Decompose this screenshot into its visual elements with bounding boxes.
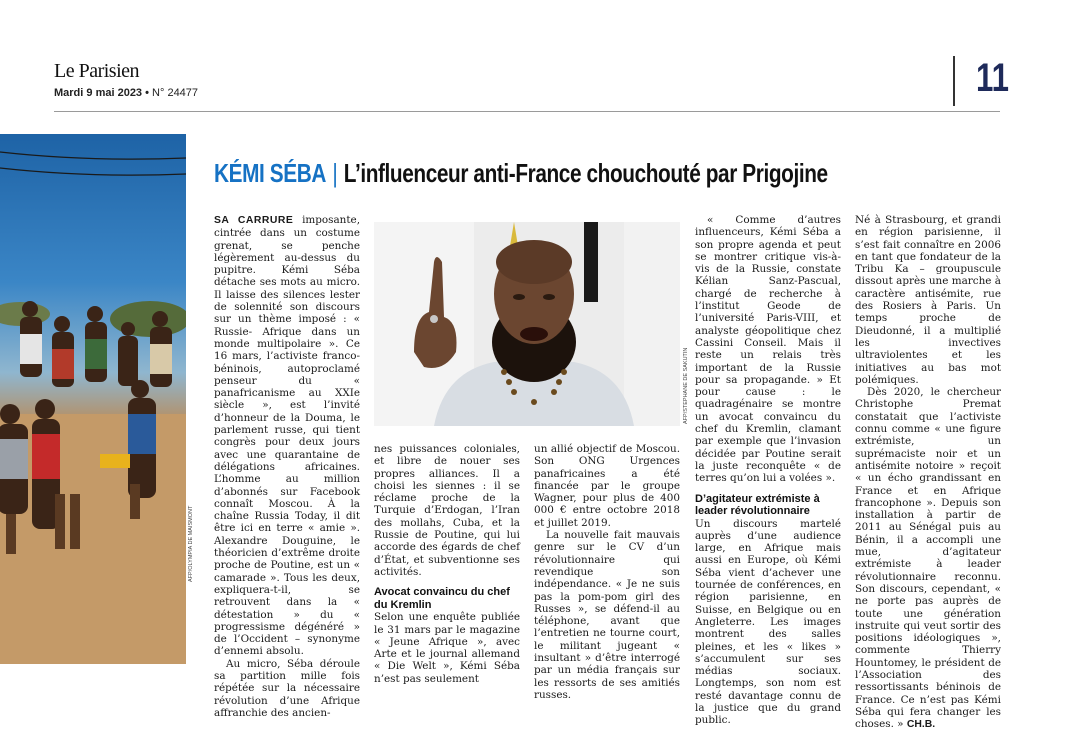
headline-name: KÉMI SÉBA <box>214 158 326 188</box>
newspaper-logo: Le Parisien <box>54 60 140 82</box>
kemi-seba-portrait <box>374 222 680 426</box>
headline-title: L’influenceur anti-France chouchouté par Prigojine <box>343 158 828 188</box>
paragraph <box>214 214 360 658</box>
paragraph: Un discours martelé auprès d’une audience large, en Afrique mais aussi en Europe, où Kémi Séba vient d’achever une tournée de conférences, en région parisienne, en Suisse, en Belgique ou en Angleterre. Les images montrent des salles pleines, et les « likes » s’accumulent sur ses médias sociaux. Longtemps, son nom est resté davantage connu de la justice que du grand public. <box>695 517 841 727</box>
paragraph: Selon une enquête publiée le 31 mars par le magazine « Jeune Afrique », avec Arte et le journal allemand « Die Welt », Kémi Séba n’est pas seulement <box>374 611 520 685</box>
article-column-3 <box>534 443 680 701</box>
article-column-5 <box>855 214 1001 731</box>
subheading: Avocat convaincu du chef du Kremlin <box>374 586 510 611</box>
paragraph: Né à Strasbourg, et grandi en région parisienne, il s’est fait connaître en 2006 en tant que fondateur de la Tribu Ka – groupuscule dissout après une marche à caractère antisémite, rue des Rosiers à Paris. Un temps proche de Dieudonné, il a multiplié les invectives ultraviolentes et les initiatives au bas mot polémiques. <box>855 214 1001 386</box>
issue-date: Mardi 9 mai 2023 <box>54 87 143 99</box>
crowd-photo <box>0 134 186 664</box>
paragraph: La nouvelle fait mauvais genre sur le CV d’un révolutionnaire qui revendique son indépendance. « Je ne suis pas la pom-pom girl des Russes », se défend-il au téléphone, avant que l’entretien ne tourne court, le militant jugeant « insultant » d’être interrogé par un média français sur les ressorts de ses amitiés russes. <box>534 529 680 701</box>
header-rule <box>54 111 1000 112</box>
paragraph: un allié objectif de Moscou. Son ONG Urgences panafricaines a été financée par le groupe Wagner, pour plus de 400 000 € entre octobre 2018 et juillet 2019. <box>534 443 680 529</box>
paragraph-text: Dès 2020, le chercheur Christophe Premat constatait que l’activiste connu comme « une figure extrémiste, un suprémaciste noir et un antisémite notoire » reçoit « un écho grandissant en France et en Afrique francophone ». Depuis son installation à partir de 2011 au Sénégal puis au Bénin, il a accompli une mue, d’agitateur extrémiste à leader révolutionnaire reconnu. Son discours, cependant, « ne porte pas auprès de toute une génération instruite qui veut sortir des positions idéologiques », commente Thierry Hountomey, le président de l’Association des ressortissants béninois de France. Ce n’est pas Kémi Séba qui fera changer les choses. » <box>855 386 1001 731</box>
issue-number: N° 24477 <box>152 87 199 99</box>
issue-date-line <box>54 87 198 99</box>
subheading: D’agitateur extrémiste à leader révolutionnaire <box>695 492 820 518</box>
crowd-illustration <box>0 134 186 664</box>
lede-words: SA CARRURE <box>214 215 294 226</box>
masthead-divider <box>953 56 955 106</box>
bullet-separator: • <box>145 87 153 99</box>
article-column-2 <box>374 443 520 685</box>
portrait-illustration <box>374 222 680 426</box>
article-headline <box>214 158 828 189</box>
left-photo-credit: AFP/OLYMPIA DE MAISMONT <box>188 505 194 582</box>
article-column-4 <box>695 214 841 727</box>
paragraph: « Comme d’autres influenceurs, Kémi Séba a son propre agenda et peut se montrer critique vis-à-vis de la Russie, constate Kélian Sanz-Pascual, chargé de recherche à l’institut Geode de l’université Paris-VIII, et analyste géopolitique chez Cassini Conseil. Mais il reste un relais très important de la Russie pour sa propagande. » Et pour cause : le quadragénaire se montre un avocat convaincu du chef du Kremlin, clamant par exemple que l’invasion décidée par Poutine serait la juste reconquête « de terres qu’on lui a volées ». <box>695 214 841 485</box>
paragraph: Au micro, Séba déroule sa partition mille fois répétée sur la nécessaire révolution d’une Afrique affranchie des ancien- <box>214 657 360 719</box>
paragraph <box>855 386 1001 731</box>
paragraph: nes puissances coloniales, et libre de nouer ses propres alliances. Il a choisi les siennes : il se réclame proche de la Turquie d’Erdogan, l’Iran des mollahs, Cuba, et la Russie de Poutine, qui lui accorde des égards de chef d’État, et subventionne ses activités. <box>374 443 520 578</box>
author-signature: CH.B. <box>906 719 936 731</box>
paragraph-text: imposante, cintrée dans un costume grenat, se penche légèrement au-dessus du pupitre. Kémi Séba détache ses mots au micro. Il laisse des silences lester de solennité son discours sur un thème imposé : « Russie- Afrique dans un monde multipolaire ». Ce 16 mars, l’activiste franco-béninois, autoproclamé penseur du « panafricanisme au XXIe siècle », est l’invité d’honneur de la Douma, le parlement russe, qui tient congrès pour deux jours avec une quarantaine de délégations africaines. L’homme au million d’abonnés sur Facebook connaît Moscou. À la chaîne Russia Today, il dit être ici en terre « amie ». Alexandre Douguine, le théoricien d’extrême droite proche de Poutine, est un « camarade ». Tous les deux, expliquera-t-il, se retrouvent dans la « détestation » du « progressisme dégénéré » de l’Occident – synonyme d’ennemi absolu. <box>214 214 360 658</box>
page-number: 11 <box>976 56 1009 100</box>
portrait-photo-credit: AFP/STEPHANE DE SAKUTIN <box>683 347 689 424</box>
headline-separator: | <box>332 158 338 188</box>
article-column-1 <box>214 214 360 719</box>
